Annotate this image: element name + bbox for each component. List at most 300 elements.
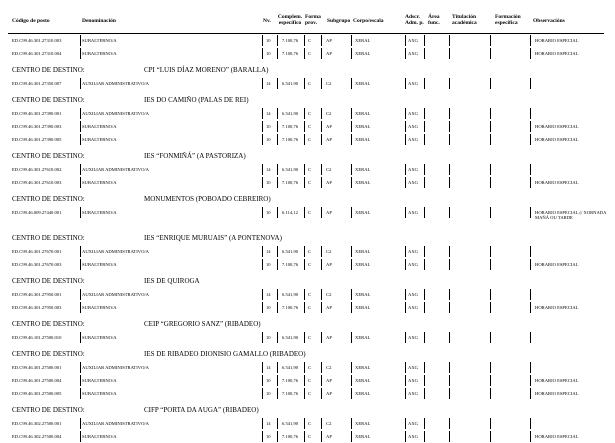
- column-rule: [351, 259, 352, 270]
- column-rule: [304, 134, 305, 145]
- column-rule: [304, 48, 305, 59]
- cell-codigo: ED.C99.46.301.27390.003: [12, 124, 62, 129]
- column-rule: [424, 431, 425, 442]
- column-rule: [304, 35, 305, 46]
- column-rule: [80, 362, 81, 373]
- cell-adscripcion: AXG: [408, 38, 418, 43]
- cell-observacions: HORARIO ESPECIAL: [535, 262, 579, 267]
- cell-denominacion: SUBALTERNO/A: [82, 38, 117, 43]
- column-rule: [449, 121, 450, 132]
- column-rule: [351, 48, 352, 59]
- column-rule: [530, 246, 531, 257]
- column-rule: [405, 431, 406, 442]
- cell-subgrupo: AP: [326, 124, 332, 129]
- column-rule: [304, 375, 305, 386]
- table-row: [0, 207, 615, 219]
- column-rule: [424, 177, 425, 188]
- column-rule: [262, 388, 263, 399]
- cell-corpo: XERAL: [355, 210, 371, 215]
- column-rule: [321, 289, 322, 300]
- cell-corpo: XERAL: [355, 292, 371, 297]
- column-rule: [80, 332, 81, 343]
- column-rule: [530, 431, 531, 442]
- cell-codigo: ED.C99.46.301.27670.003: [12, 262, 62, 267]
- cell-nivel: 14: [266, 249, 271, 254]
- column-rule: [321, 164, 322, 175]
- cell-complemento: 6.541,90: [282, 292, 299, 297]
- column-rule: [277, 121, 278, 132]
- cell-codigo: ED.C99.46.302.27500.001: [12, 421, 62, 426]
- column-rule: [490, 259, 491, 270]
- column-rule: [530, 35, 531, 46]
- cell-adscripcion: AXG: [408, 378, 418, 383]
- column-rule: [277, 48, 278, 59]
- center-destino-heading: [12, 234, 612, 244]
- column-rule: [80, 108, 81, 119]
- column-rule: [530, 78, 531, 89]
- column-rule: [530, 259, 531, 270]
- cell-nivel: 10: [266, 180, 271, 185]
- cell-forma-prov: C: [308, 434, 312, 439]
- column-rule: [304, 388, 305, 399]
- cell-complemento: 7.100,76: [282, 180, 299, 185]
- header-denominacion: Denominación: [82, 18, 116, 24]
- column-rule: [351, 289, 352, 300]
- cell-adscripcion: AXG: [408, 391, 418, 396]
- column-rule: [277, 207, 278, 218]
- column-rule: [80, 289, 81, 300]
- column-rule: [490, 246, 491, 257]
- cell-forma-prov: C: [308, 51, 312, 56]
- column-rule: [490, 177, 491, 188]
- column-rule: [530, 108, 531, 119]
- header-nivel: Nv.: [263, 18, 271, 24]
- column-rule: [80, 207, 81, 218]
- column-rule: [490, 302, 491, 313]
- cell-corpo: XERAL: [355, 137, 371, 142]
- cell-corpo: XERAL: [355, 378, 371, 383]
- cell-denominacion: AUXILIAR ADMINISTRATIVO/A: [82, 167, 149, 172]
- cell-complemento: 6.541,90: [282, 249, 299, 254]
- column-rule: [262, 78, 263, 89]
- column-rule: [424, 289, 425, 300]
- cell-forma-prov: C: [308, 391, 312, 396]
- cell-nivel: 10: [266, 210, 271, 215]
- column-rule: [262, 259, 263, 270]
- cell-denominacion: SUBALTERNO/A: [82, 305, 117, 310]
- column-rule: [424, 375, 425, 386]
- column-rule: [449, 35, 450, 46]
- column-rule: [277, 332, 278, 343]
- cell-forma-prov: C: [308, 365, 312, 370]
- cell-complemento: 7.100,76: [282, 262, 299, 267]
- header-adscripcion: Adscr. Adm. p.: [405, 14, 424, 26]
- cell-codigo: ED.C99.46.301.27390.001: [12, 111, 62, 116]
- header-complemento: Complem. específico: [277, 14, 303, 26]
- column-rule: [262, 375, 263, 386]
- header-forma-prov: Forma prov.: [305, 14, 321, 26]
- header-observacions: Observacións: [533, 18, 565, 24]
- table-row: [0, 78, 615, 90]
- cell-codigo: ED.C99.46.301.27500.005: [12, 391, 62, 396]
- column-rule: [405, 418, 406, 429]
- table-row: [0, 121, 615, 133]
- column-rule: [351, 35, 352, 46]
- column-rule: [351, 134, 352, 145]
- cell-corpo: XERAL: [355, 124, 371, 129]
- cell-codigo: ED.C99.46.301.27310.004: [12, 51, 62, 56]
- column-rule: [321, 108, 322, 119]
- cell-codigo: ED.C99.46.301.27390.005: [12, 137, 62, 142]
- cell-corpo: XERAL: [355, 51, 371, 56]
- column-rule: [449, 207, 450, 218]
- column-rule: [449, 375, 450, 386]
- column-rule: [424, 48, 425, 59]
- column-rule: [262, 134, 263, 145]
- column-rule: [262, 362, 263, 373]
- column-rule: [262, 332, 263, 343]
- cell-observacions: HORARIO ESPECIAL: [535, 305, 579, 310]
- cell-denominacion: AUXILIAR ADMINISTRATIVO/A: [82, 81, 149, 86]
- column-rule: [490, 388, 491, 399]
- column-rule: [321, 48, 322, 59]
- column-rule: [321, 177, 322, 188]
- column-rule: [424, 78, 425, 89]
- cell-forma-prov: C: [308, 124, 312, 129]
- center-destino-heading: [12, 277, 612, 287]
- column-rule: [449, 246, 450, 257]
- cell-denominacion: SUBALTERNO/A: [82, 180, 117, 185]
- center-destino-heading: [12, 406, 612, 416]
- center-label: CENTRO DE DESTINO:: [12, 195, 85, 203]
- column-rule: [321, 246, 322, 257]
- center-name: IES “ENRIQUE MURUAIS” (A PONTENOVA): [144, 234, 282, 242]
- cell-subgrupo: AP: [326, 262, 332, 267]
- column-rule: [490, 48, 491, 59]
- cell-subgrupo: AP: [326, 378, 332, 383]
- column-rule: [405, 332, 406, 343]
- column-rule: [262, 246, 263, 257]
- column-rule: [405, 134, 406, 145]
- column-rule: [262, 164, 263, 175]
- cell-forma-prov: C: [308, 38, 312, 43]
- cell-corpo: XERAL: [355, 421, 371, 426]
- cell-nivel: 14: [266, 292, 271, 297]
- column-rule: [449, 108, 450, 119]
- column-rule: [277, 362, 278, 373]
- column-rule: [351, 78, 352, 89]
- column-rule: [304, 108, 305, 119]
- cell-complemento: 6.541,90: [282, 365, 299, 370]
- cell-denominacion: SUBALTERNO/A: [82, 262, 117, 267]
- cell-denominacion: SUBALTERNO/A: [82, 137, 117, 142]
- column-rule: [405, 177, 406, 188]
- column-rule: [80, 164, 81, 175]
- cell-observacions: HORARIO ESPECIAL: [535, 391, 579, 396]
- column-rule: [405, 164, 406, 175]
- column-rule: [490, 375, 491, 386]
- column-rule: [277, 35, 278, 46]
- column-rule: [405, 259, 406, 270]
- column-rule: [304, 177, 305, 188]
- column-rule: [449, 362, 450, 373]
- column-rule: [277, 177, 278, 188]
- center-label: CENTRO DE DESTINO:: [12, 152, 85, 160]
- column-rule: [490, 207, 491, 218]
- column-rule: [304, 121, 305, 132]
- column-rule: [405, 289, 406, 300]
- column-rule: [304, 431, 305, 442]
- column-rule: [405, 388, 406, 399]
- column-rule: [321, 418, 322, 429]
- cell-complemento: 7.100,76: [282, 51, 299, 56]
- center-destino-heading: [12, 152, 612, 162]
- column-rule: [304, 332, 305, 343]
- center-label: CENTRO DE DESTINO:: [12, 234, 85, 242]
- table-row: [0, 48, 615, 60]
- cell-nivel: 10: [266, 51, 271, 56]
- cell-codigo: ED.C99.46.301.27610.002: [12, 167, 62, 172]
- column-rule: [405, 35, 406, 46]
- cell-complemento: 6.541,90: [282, 421, 299, 426]
- column-rule: [277, 259, 278, 270]
- column-rule: [530, 164, 531, 175]
- column-rule: [490, 164, 491, 175]
- column-rule: [449, 418, 450, 429]
- column-rule: [80, 388, 81, 399]
- center-name: IES DO CAMIÑO (PALAS DE REI): [144, 96, 249, 104]
- column-rule: [351, 246, 352, 257]
- cell-subgrupo: C2: [326, 292, 332, 297]
- column-rule: [277, 108, 278, 119]
- cell-nivel: 10: [266, 378, 271, 383]
- cell-forma-prov: C: [308, 292, 312, 297]
- table-row: [0, 332, 615, 344]
- cell-denominacion: AUXILIAR ADMINISTRATIVO/A: [82, 111, 149, 116]
- column-rule: [424, 35, 425, 46]
- cell-complemento: 7.100,76: [282, 378, 299, 383]
- column-rule: [424, 164, 425, 175]
- column-rule: [530, 418, 531, 429]
- column-rule: [530, 302, 531, 313]
- cell-adscripcion: AXG: [408, 434, 418, 439]
- column-rule: [80, 259, 81, 270]
- cell-observacions: HORARIO ESPECIAL: [535, 434, 579, 439]
- cell-subgrupo: C2: [326, 249, 332, 254]
- center-label: CENTRO DE DESTINO:: [12, 96, 85, 104]
- column-rule: [262, 108, 263, 119]
- table-row: [0, 259, 615, 271]
- column-rule: [449, 289, 450, 300]
- column-rule: [405, 121, 406, 132]
- center-destino-heading: [12, 195, 612, 205]
- cell-complemento: 6.541,90: [282, 81, 299, 86]
- cell-forma-prov: C: [308, 378, 312, 383]
- column-rule: [530, 48, 531, 59]
- column-rule: [424, 134, 425, 145]
- column-rule: [351, 302, 352, 313]
- cell-subgrupo: C2: [326, 81, 332, 86]
- column-rule: [449, 164, 450, 175]
- column-rule: [424, 207, 425, 218]
- header-titulacion: Titulación académica: [452, 14, 477, 26]
- center-name: CPI “LUIS DÍAZ MORENO” (BARALLA): [144, 66, 269, 74]
- cell-observacions: HORARIO ESPECIAL: [535, 51, 579, 56]
- cell-denominacion: SUBALTERNO/A: [82, 391, 117, 396]
- cell-corpo: XERAL: [355, 335, 371, 340]
- column-rule: [449, 134, 450, 145]
- cell-forma-prov: C: [308, 335, 312, 340]
- cell-denominacion: SUBALTERNO/A: [82, 51, 117, 56]
- center-label: CENTRO DE DESTINO:: [12, 350, 85, 358]
- column-rule: [424, 302, 425, 313]
- column-rule: [321, 35, 322, 46]
- cell-subgrupo: C2: [326, 365, 332, 370]
- column-rule: [321, 121, 322, 132]
- table-row: [0, 134, 615, 146]
- column-rule: [351, 388, 352, 399]
- cell-adscripcion: AXG: [408, 51, 418, 56]
- column-rule: [424, 259, 425, 270]
- cell-corpo: XERAL: [355, 249, 371, 254]
- cell-subgrupo: AP: [326, 137, 332, 142]
- table-row: [0, 289, 615, 301]
- column-rule: [262, 418, 263, 429]
- cell-forma-prov: C: [308, 81, 312, 86]
- cell-nivel: 10: [266, 262, 271, 267]
- cell-adscripcion: AXG: [408, 167, 418, 172]
- table-row: [0, 177, 615, 189]
- table-row: [0, 302, 615, 314]
- cell-complemento: 7.100,76: [282, 124, 299, 129]
- column-rule: [424, 418, 425, 429]
- column-rule: [277, 388, 278, 399]
- column-rule: [277, 431, 278, 442]
- column-rule: [262, 177, 263, 188]
- column-rule: [490, 418, 491, 429]
- center-label: CENTRO DE DESTINO:: [12, 277, 85, 285]
- column-rule: [321, 332, 322, 343]
- cell-corpo: XERAL: [355, 111, 371, 116]
- cell-nivel: 10: [266, 391, 271, 396]
- column-rule: [321, 259, 322, 270]
- cell-adscripcion: AXG: [408, 365, 418, 370]
- column-rule: [351, 362, 352, 373]
- column-rule: [351, 121, 352, 132]
- column-rule: [530, 332, 531, 343]
- column-rule: [530, 375, 531, 386]
- column-rule: [321, 207, 322, 218]
- column-rule: [351, 418, 352, 429]
- center-name: IES “FONMIÑÁ” (A PASTORIZA): [144, 152, 246, 160]
- column-rule: [530, 177, 531, 188]
- cell-nivel: 14: [266, 81, 271, 86]
- cell-corpo: XERAL: [355, 262, 371, 267]
- column-rule: [277, 289, 278, 300]
- column-rule: [449, 431, 450, 442]
- cell-observacions: HORARIO ESPECIAL: [535, 378, 579, 383]
- cell-observacions: HORARIO ESPECIAL: [535, 180, 579, 185]
- cell-denominacion: SUBALTERNO/A: [82, 434, 117, 439]
- cell-subgrupo: AP: [326, 391, 332, 396]
- column-rule: [277, 302, 278, 313]
- cell-corpo: XERAL: [355, 391, 371, 396]
- cell-adscripcion: AXG: [408, 335, 418, 340]
- cell-denominacion: AUXILIAR ADMINISTRATIVO/A: [82, 292, 149, 297]
- column-rule: [262, 289, 263, 300]
- cell-forma-prov: C: [308, 111, 312, 116]
- cell-adscripcion: AXG: [408, 305, 418, 310]
- cell-complemento: 6.541,90: [282, 167, 299, 172]
- cell-corpo: XERAL: [355, 434, 371, 439]
- column-rule: [490, 134, 491, 145]
- cell-nivel: 10: [266, 38, 271, 43]
- column-rule: [405, 78, 406, 89]
- column-rule: [80, 121, 81, 132]
- column-rule: [490, 332, 491, 343]
- center-destino-heading: [12, 320, 612, 330]
- cell-adscripcion: AXG: [408, 421, 418, 426]
- column-rule: [277, 375, 278, 386]
- center-name: MONUMENTOS (POBOADO CEBREIRO): [144, 195, 271, 203]
- column-rule: [405, 302, 406, 313]
- cell-forma-prov: C: [308, 305, 312, 310]
- table-header: [0, 14, 615, 32]
- table-row: [0, 108, 615, 120]
- column-rule: [304, 302, 305, 313]
- column-rule: [277, 164, 278, 175]
- column-rule: [262, 121, 263, 132]
- column-rule: [80, 431, 81, 442]
- cell-forma-prov: C: [308, 167, 312, 172]
- cell-adscripcion: AXG: [408, 111, 418, 116]
- column-rule: [304, 207, 305, 218]
- cell-corpo: XERAL: [355, 365, 371, 370]
- column-rule: [80, 48, 81, 59]
- cell-observacions: HORARIO ESPECIAL (/ XORNADA MAÑÁ OU TARDE: [535, 210, 607, 220]
- center-destino-heading: [12, 66, 612, 76]
- column-rule: [80, 78, 81, 89]
- center-label: CENTRO DE DESTINO:: [12, 66, 85, 74]
- column-rule: [449, 302, 450, 313]
- column-rule: [304, 246, 305, 257]
- column-rule: [262, 431, 263, 442]
- column-rule: [321, 388, 322, 399]
- column-rule: [351, 207, 352, 218]
- column-rule: [277, 134, 278, 145]
- cell-corpo: XERAL: [355, 167, 371, 172]
- cell-forma-prov: C: [308, 421, 312, 426]
- cell-denominacion: AUXILIAR ADMINISTRATIVO/A: [82, 365, 149, 370]
- column-rule: [321, 134, 322, 145]
- column-rule: [304, 259, 305, 270]
- column-rule: [449, 388, 450, 399]
- cell-corpo: XERAL: [355, 81, 371, 86]
- column-rule: [424, 108, 425, 119]
- column-rule: [304, 418, 305, 429]
- cell-nivel: 10: [266, 305, 271, 310]
- center-name: CEIP “GREGORIO SANZ” (RIBADEO): [144, 320, 261, 328]
- column-rule: [351, 164, 352, 175]
- center-name: IES DE RIBADEO DIONISIO GAMALLO (RIBADEO): [144, 350, 306, 358]
- column-rule: [424, 362, 425, 373]
- cell-adscripcion: AXG: [408, 262, 418, 267]
- cell-forma-prov: C: [308, 249, 312, 254]
- cell-codigo: ED.C99.46.009.27440.001: [12, 210, 62, 215]
- cell-subgrupo: AP: [326, 180, 332, 185]
- cell-complemento: 7.100,76: [282, 391, 299, 396]
- column-rule: [449, 259, 450, 270]
